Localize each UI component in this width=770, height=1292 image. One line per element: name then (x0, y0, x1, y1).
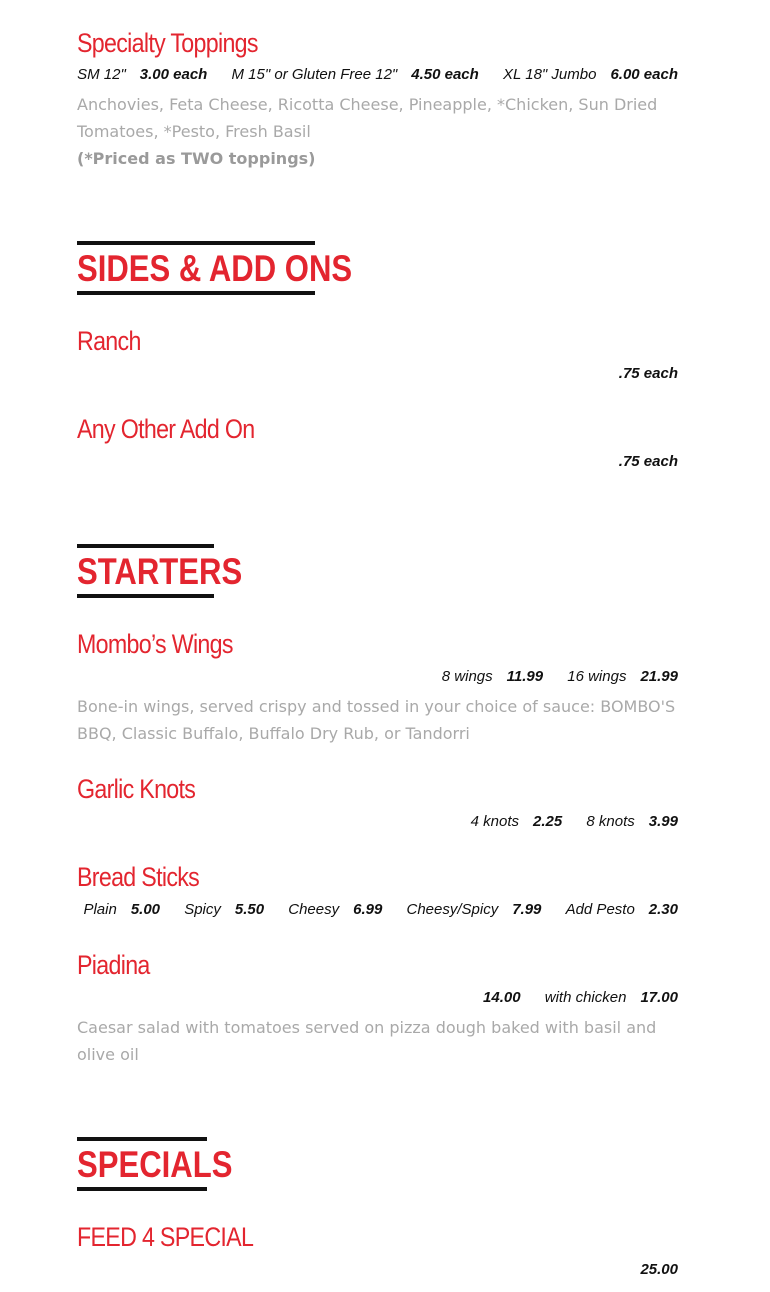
price-label: M 15" or Gluten Free 12" (231, 66, 398, 83)
price-label: Spicy (184, 901, 221, 918)
section-heading-sides (77, 241, 353, 295)
price-label: 4 knots (470, 813, 520, 830)
section-heading-specials (77, 1137, 233, 1191)
item-name-ranch: Ranch (77, 326, 141, 356)
price-amount: .75 each (618, 453, 678, 470)
price-label: with chicken (544, 989, 627, 1006)
item-description-piadina: Caesar salad with tomatoes served on pizza dough baked with basil and olive oil (77, 1018, 657, 1064)
item-name-piadina: Piadina (77, 950, 150, 980)
item-name-specialty-toppings: Specialty Toppings (77, 28, 258, 58)
price-label: Plain (83, 901, 117, 918)
price-row-specialty-toppings (77, 67, 678, 82)
price-amount: 17.00 (640, 989, 678, 1006)
pricing-note: (*Priced as TWO toppings) (77, 149, 316, 168)
item-name-mombos-wings: Mombo’s Wings (77, 629, 233, 659)
price-row-piadina (483, 990, 678, 1005)
price-amount: 14.00 (483, 989, 521, 1006)
item-name-feed-4-special: FEED 4 SPECIAL (77, 1222, 254, 1252)
price-label: SM 12" (77, 66, 126, 83)
price-label: 16 wings (567, 668, 627, 685)
price-label: Cheesy/Spicy (406, 901, 499, 918)
price-row-garlic-knots (471, 814, 678, 829)
price-amount: 21.99 (640, 668, 678, 685)
section-title: SIDES & ADD ONS (77, 248, 353, 289)
price-label: Add Pesto (565, 901, 635, 918)
price-row-ranch (619, 366, 678, 381)
price-amount: 2.25 (533, 813, 563, 830)
price-row-feed-4-special (640, 1262, 678, 1277)
section-title: STARTERS (77, 551, 243, 592)
item-description-specialty-toppings (77, 91, 697, 172)
price-amount: 3.99 (648, 813, 678, 830)
item-name-bread-sticks: Bread Sticks (77, 862, 200, 892)
item-name-garlic-knots: Garlic Knots (77, 774, 196, 804)
price-amount: 2.30 (648, 901, 678, 918)
price-amount: 6.00 each (610, 66, 678, 83)
price-amount: 6.99 (353, 901, 383, 918)
item-description-mombos-wings: Bone-in wings, served crispy and tossed in your choice of sauce: BOMBO'S BBQ, Classic Buffalo, Buffalo Dry Rub, or Tandorri (77, 697, 676, 743)
price-amount: 25.00 (640, 1261, 678, 1278)
price-amount: 3.00 each (139, 66, 208, 83)
price-amount: 11.99 (506, 668, 544, 685)
price-row-mombos-wings (442, 669, 678, 684)
price-amount: 4.50 each (411, 66, 479, 83)
price-row-any-other-add-on (619, 454, 678, 469)
price-amount: 7.99 (512, 901, 542, 918)
item-name-any-other-add-on: Any Other Add On (77, 414, 255, 444)
price-amount: 5.00 (130, 901, 161, 918)
price-label: XL 18" Jumbo (502, 66, 597, 83)
price-amount: 5.50 (234, 901, 265, 918)
section-heading-starters (77, 544, 243, 598)
price-label: Cheesy (288, 901, 340, 918)
section-title: SPECIALS (77, 1144, 233, 1185)
description-text: Anchovies, Feta Cheese, Ricotta Cheese, Pineapple, *Chicken, Sun Dried Tomatoes, *Pesto, Fresh Basil (77, 95, 658, 141)
price-label: 8 wings (441, 668, 493, 685)
price-label: 8 knots (586, 813, 635, 830)
price-amount: .75 each (618, 365, 678, 382)
price-row-bread-sticks (83, 902, 678, 917)
